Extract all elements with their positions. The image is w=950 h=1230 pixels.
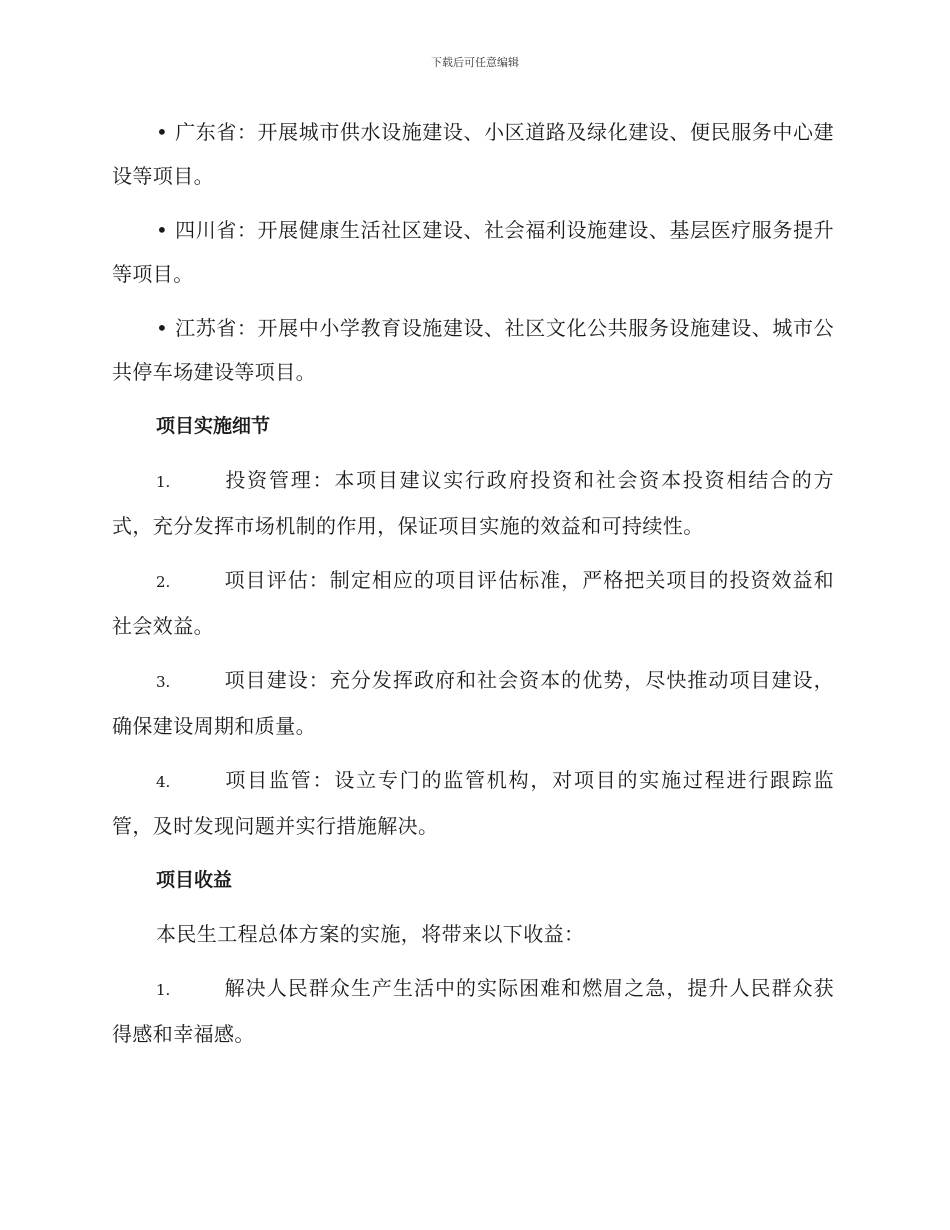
bullet-jiangsu: • 江苏省：开展中小学教育设施建设、社区文化公共服务设施建设、城市公共停车场建设等项目。 (112, 316, 834, 384)
numbered-item (112, 458, 834, 548)
document-body (112, 110, 834, 1066)
section-heading-benefits: 项目收益 (156, 869, 233, 891)
item-text: 项目监管：设立专门的监管机构，对项目的实施过程进行跟踪监管，及时发现问题并实行措施解决。 (112, 768, 834, 838)
numbered-item (112, 966, 834, 1056)
bullet-sichuan: • 四川省：开展健康生活社区建设、社会福利设施建设、基层医疗服务提升等项目。 (112, 218, 834, 286)
item-number: 1. (156, 981, 171, 999)
numbered-item (112, 658, 834, 748)
section-heading-implementation: 项目实施细节 (156, 415, 271, 437)
numbered-item (112, 558, 834, 648)
page-header: 下载后可任意编辑 (431, 56, 519, 69)
benefits-intro: 本民生工程总体方案的实施，将带来以下收益： (156, 922, 585, 946)
item-number: 1. (156, 473, 171, 491)
numbered-item (112, 758, 834, 848)
item-text: 项目建设：充分发挥政府和社会资本的优势，尽快推动项目建设，确保建设周期和质量。 (112, 668, 834, 738)
item-number: 3. (156, 673, 171, 691)
bullet-guangdong: • 广东省：开展城市供水设施建设、小区道路及绿化建设、便民服务中心建设等项目。 (112, 120, 834, 188)
item-number: 4. (156, 773, 171, 791)
item-text: 解决人民群众生产生活中的实际困难和燃眉之急，提升人民群众获得感和幸福感。 (112, 976, 834, 1046)
item-number: 2. (156, 573, 171, 591)
item-text: 投资管理：本项目建议实行政府投资和社会资本投资相结合的方式，充分发挥市场机制的作用，保证项目实施的效益和可持续性。 (112, 468, 834, 538)
item-text: 项目评估：制定相应的项目评估标准，严格把关项目的投资效益和社会效益。 (112, 568, 834, 638)
